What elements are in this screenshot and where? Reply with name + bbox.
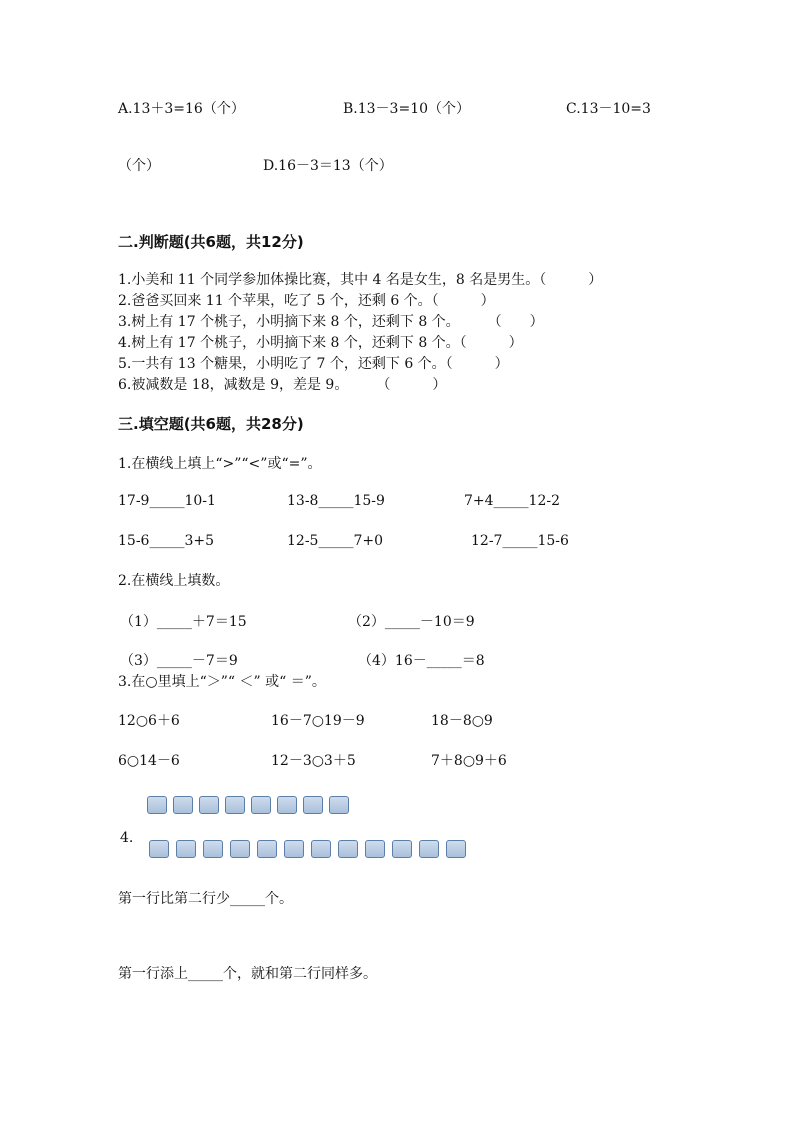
fill-number-item: （4）16－_____＝8 — [358, 653, 485, 669]
compare-item: 7+4_____12-2 — [464, 493, 560, 509]
square-icon — [176, 840, 196, 858]
option-b: B.13－3=10（个） — [343, 101, 471, 117]
square-icon — [303, 796, 323, 814]
circle-compare-item: 12－3○3＋5 — [271, 753, 356, 769]
compare-item: 15-6_____3+5 — [118, 533, 214, 549]
circle-compare-item: 18－8○9 — [431, 713, 493, 729]
fill-q4-line1: 第一行比第二行少_____个。 — [118, 891, 293, 907]
square-icon — [199, 796, 219, 814]
judge-item-6: 6.被减数是 18，减数是 9，差是 9。 （ ） — [118, 377, 447, 393]
section2-title: 二.判断题(共6题，共12分) — [118, 233, 304, 251]
option-a: A.13＋3=16（个） — [118, 101, 245, 117]
square-icon — [149, 840, 169, 858]
fill-q2-prompt: 2.在横线上填数。 — [118, 573, 230, 589]
square-icon — [173, 796, 193, 814]
circle-compare-item: 12○6＋6 — [118, 713, 180, 729]
square-icon — [329, 796, 349, 814]
square-icon — [311, 840, 331, 858]
fill-q4-number: 4. — [120, 830, 134, 846]
square-icon — [203, 840, 223, 858]
judge-item-5: 5.一共有 13 个糖果，小明吃了 7 个，还剩下 6 个。（ ） — [118, 356, 509, 372]
square-row-1 — [147, 796, 349, 814]
compare-item: 17-9_____10-1 — [118, 493, 216, 509]
judge-item-1: 1.小美和 11 个同学参加体操比赛，其中 4 名是女生，8 名是男生。（ ） — [118, 272, 603, 288]
section3-title: 三.填空题(共6题，共28分) — [118, 415, 304, 433]
square-icon — [365, 840, 385, 858]
square-icon — [392, 840, 412, 858]
fill-number-item: （1）_____＋7＝15 — [120, 614, 247, 630]
fill-q3-prompt: 3.在○里填上“＞”“ ＜” 或“ ＝”。 — [118, 674, 326, 690]
square-icon — [251, 796, 271, 814]
judge-item-3: 3.树上有 17 个桃子，小明摘下来 8 个，还剩下 8 个。 （ ） — [118, 314, 544, 330]
fill-number-item: （3）_____－7＝9 — [120, 653, 238, 669]
option-c: C.13－10=3 — [566, 101, 651, 117]
judge-item-2: 2.爸爸买回来 11 个苹果，吃了 5 个，还剩 6 个。（ ） — [118, 293, 495, 309]
circle-compare-item: 7＋8○9＋6 — [431, 753, 507, 769]
fill-q1-prompt: 1.在横线上填上“>”“<”或“=”。 — [118, 456, 322, 472]
square-icon — [446, 840, 466, 858]
square-icon — [338, 840, 358, 858]
circle-compare-item: 16－7○19－9 — [271, 713, 365, 729]
compare-item: 12-5_____7+0 — [287, 533, 383, 549]
fill-q4-line2: 第一行添上_____个，就和第二行同样多。 — [118, 966, 377, 982]
option-d: D.16－3＝13（个） — [263, 158, 393, 174]
square-icon — [257, 840, 277, 858]
compare-item: 13-8_____15-9 — [287, 493, 385, 509]
judge-item-4: 4.树上有 17 个桃子，小明摘下来 8 个，还剩下 8 个。（ ） — [118, 335, 523, 351]
square-icon — [419, 840, 439, 858]
square-icon — [225, 796, 245, 814]
square-icon — [230, 840, 250, 858]
square-icon — [277, 796, 297, 814]
option-c-continued: （个） — [118, 158, 160, 174]
fill-number-item: （2）_____－10＝9 — [348, 614, 475, 630]
circle-compare-item: 6○14－6 — [118, 753, 180, 769]
square-row-2 — [149, 840, 466, 858]
square-icon — [147, 796, 167, 814]
square-icon — [284, 840, 304, 858]
compare-item: 12-7_____15-6 — [471, 533, 569, 549]
